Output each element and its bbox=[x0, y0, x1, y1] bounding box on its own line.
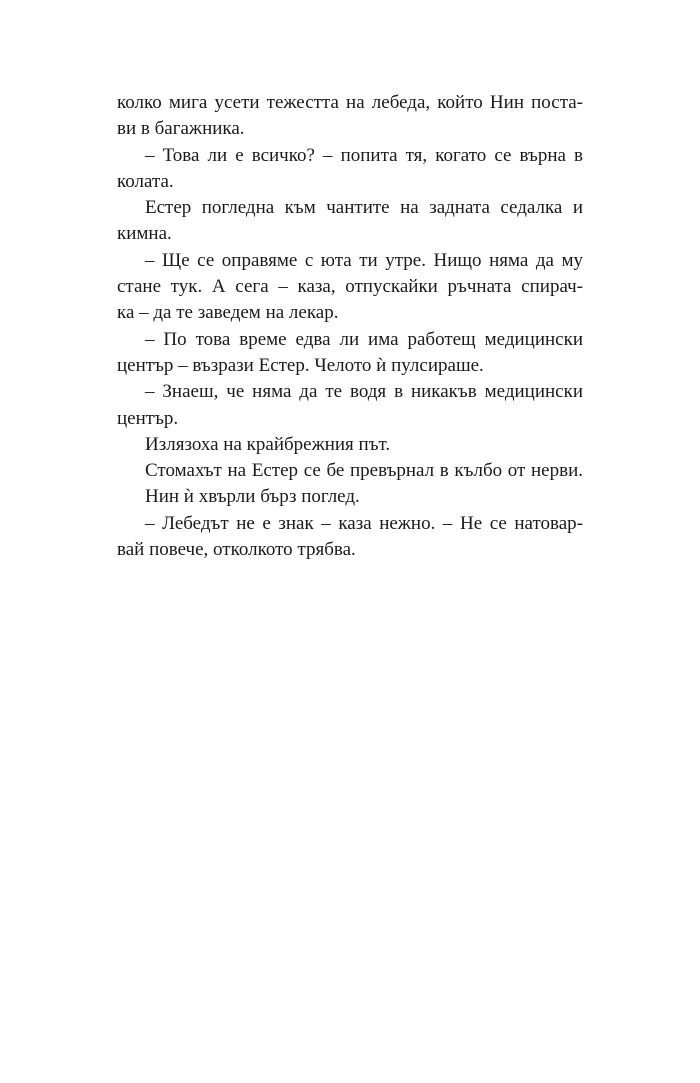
text-line: колко мига усети тежестта на лебеда, който Нин поста- bbox=[117, 92, 583, 113]
text-line: – Това ли е всичко? – попита тя, когато се върна в bbox=[145, 144, 583, 166]
text-line: – Лебедът не е знак – каза нежно. – Не се натовар- bbox=[145, 512, 583, 534]
text-line: ка – да те заведем на лекар. bbox=[117, 302, 339, 324]
text-line: ви в багажника. bbox=[117, 118, 245, 140]
text-line: Стомахът на Естер се бе превърнал в кълбо от нерви. bbox=[145, 460, 583, 482]
text-line: вай повече, отколкото трябва. bbox=[117, 539, 356, 561]
text-line: Излязоха на крайбрежния път. bbox=[145, 433, 391, 455]
text-line: – Ще се оправяме с юта ти утре. Нищо няма да му bbox=[145, 249, 583, 271]
body-text bbox=[117, 90, 583, 563]
text-line: център – възрази Естер. Челото ѝ пулсираше. bbox=[117, 354, 484, 376]
text-line: център. bbox=[117, 407, 179, 429]
text-line: Нин ѝ хвърли бърз поглед. bbox=[145, 486, 360, 508]
text-line: стане тук. А сега – каза, отпускайки ръчната спирач- bbox=[117, 276, 583, 298]
text-line: Естер погледна към чантите на задната седалка и bbox=[145, 197, 583, 219]
text-line: кимна. bbox=[117, 223, 172, 245]
text-line: – По това време едва ли има работещ медицински bbox=[145, 328, 583, 350]
text-line: – Знаеш, че няма да те водя в никакъв медицински bbox=[145, 381, 583, 403]
text-line: колата. bbox=[117, 170, 174, 192]
